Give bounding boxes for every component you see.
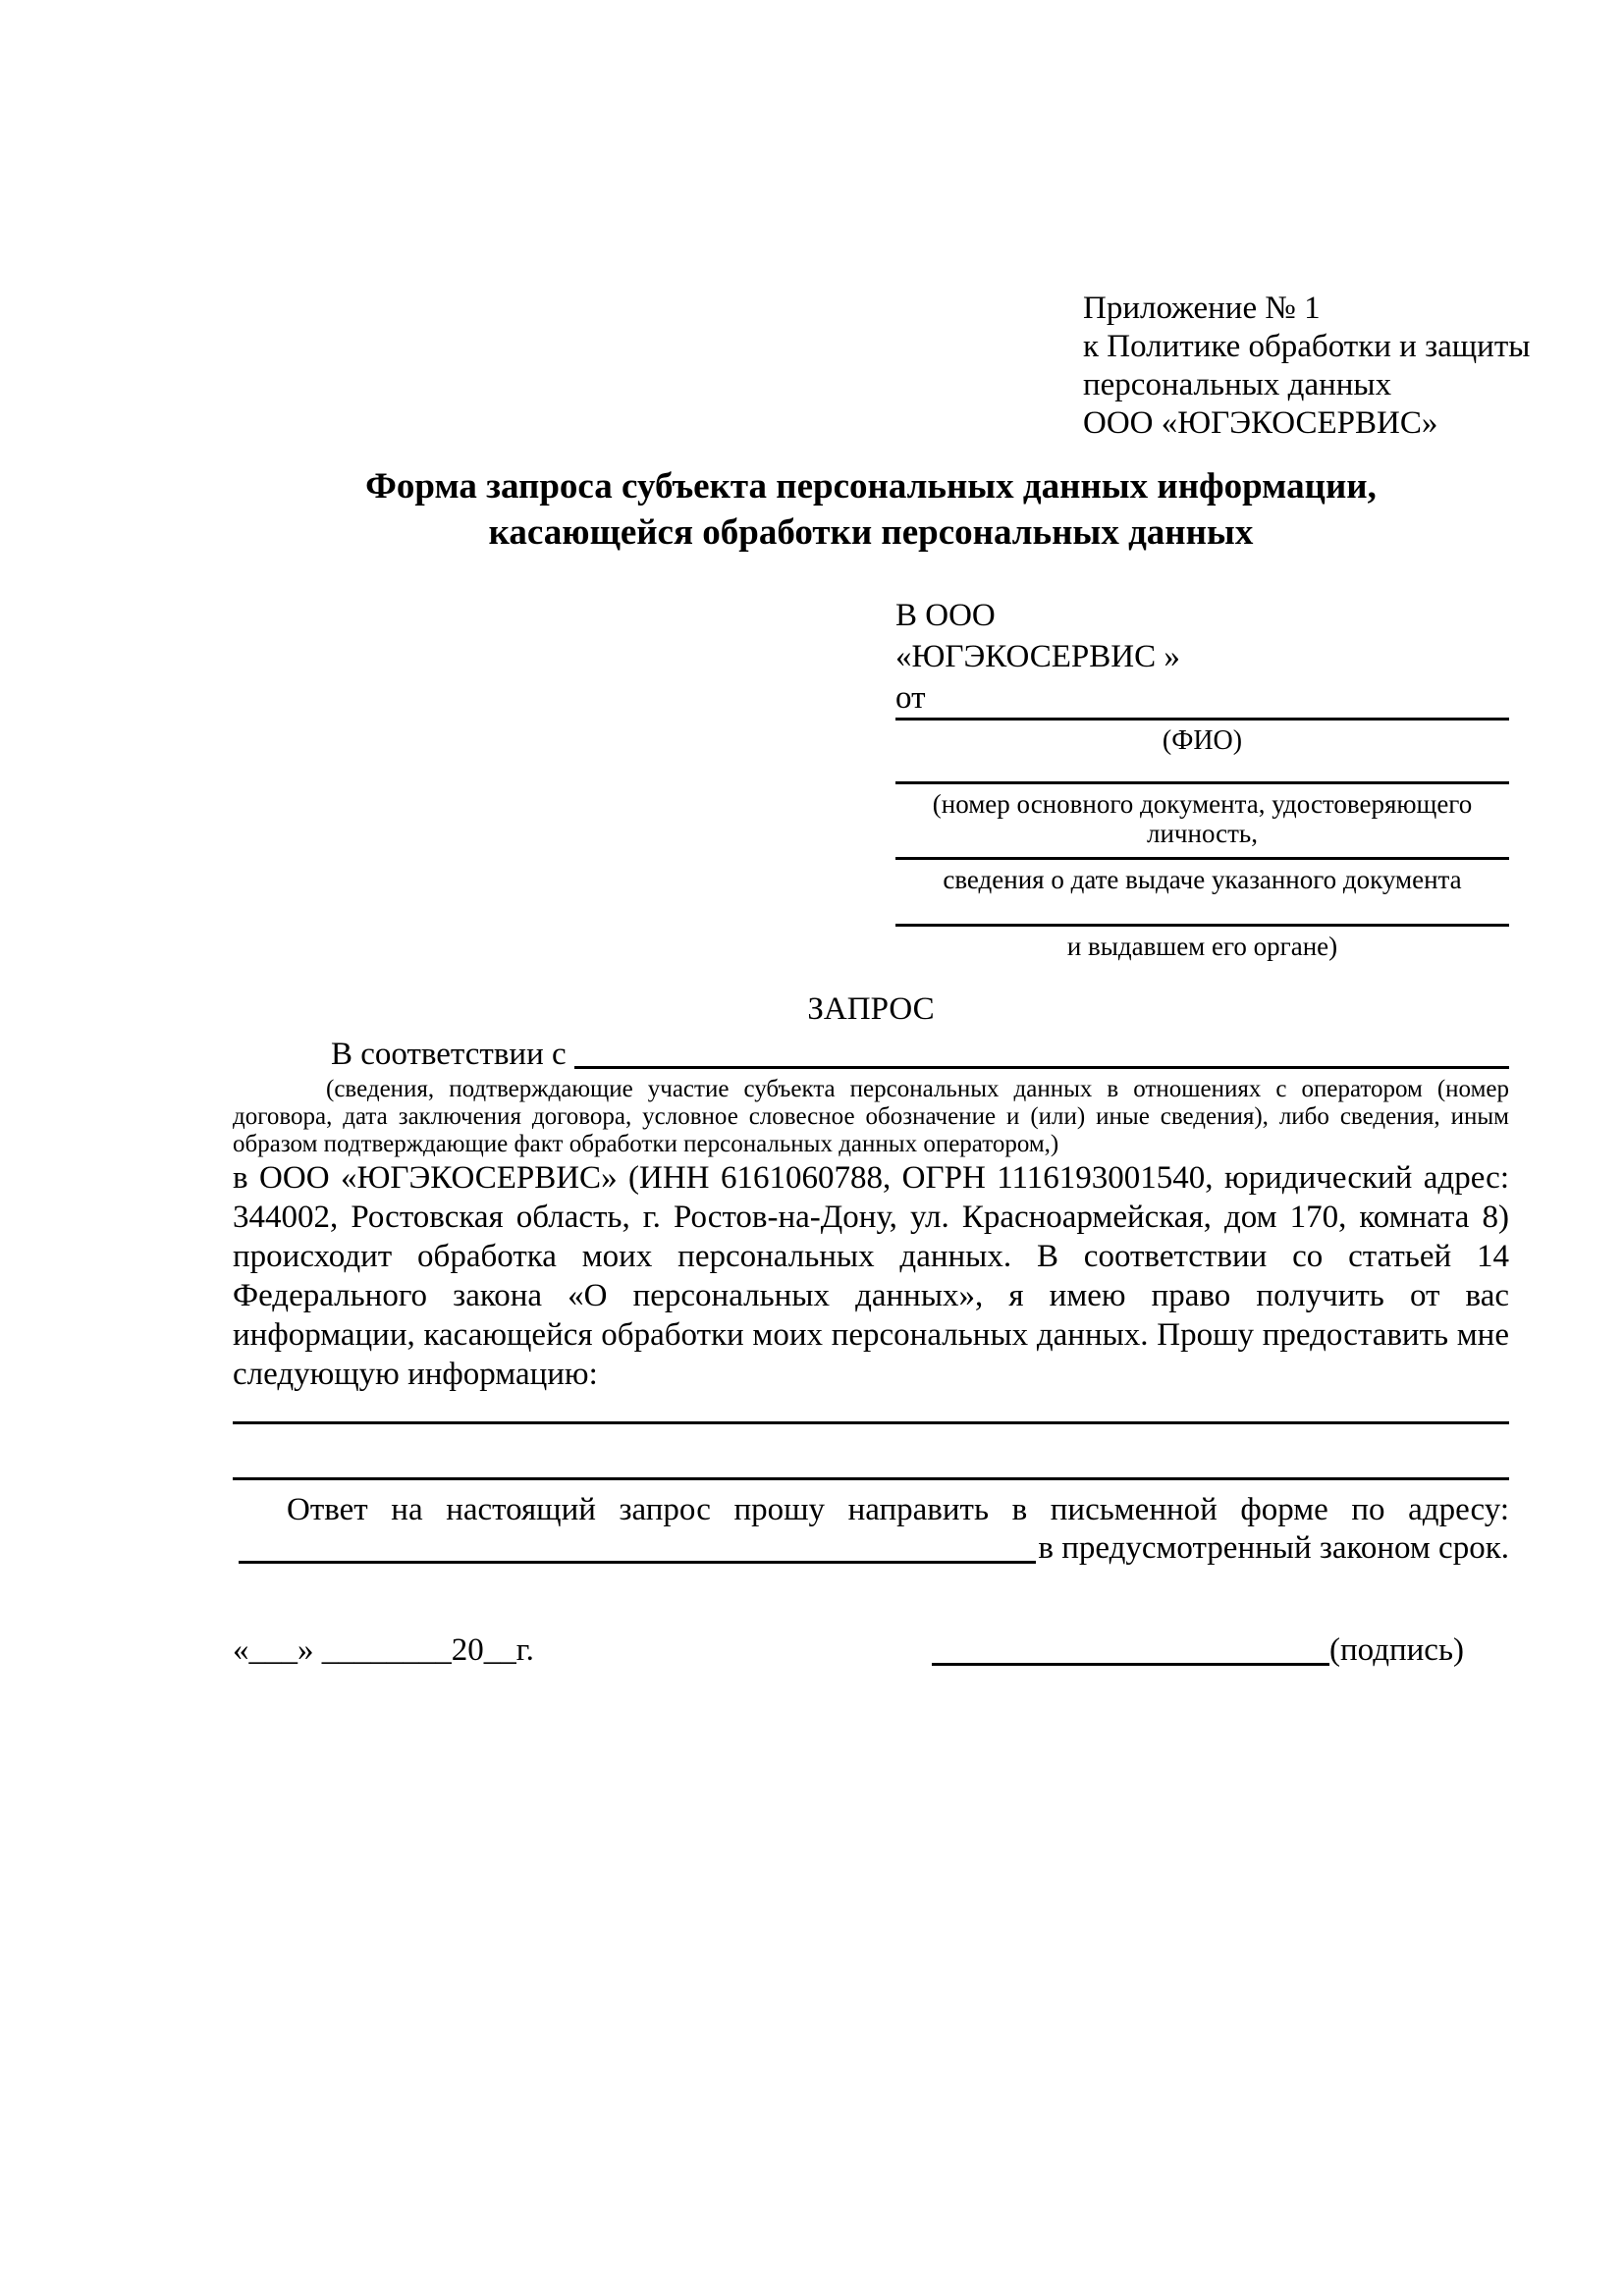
doc-issuer-underline [895, 924, 1509, 927]
request-heading: ЗАПРОС [807, 991, 935, 1027]
appendix-header-line: персональных данных [1083, 367, 1392, 402]
doc-date-underline [895, 857, 1509, 860]
reply-suffix: в предусмотренный законом срок. [1038, 1530, 1509, 1566]
intro-prefix: В соответствии с [331, 1037, 567, 1072]
appendix-header-line: ООО «ЮГЭКОСЕРВИС» [1083, 405, 1438, 441]
form-title [233, 463, 1509, 556]
intro-line [233, 1037, 1509, 1072]
blank-underline-1 [233, 1421, 1509, 1424]
appendix-header-line: Приложение № 1 [1083, 291, 1321, 326]
intro-note: (сведения, подтверждающие участие субъекта персональных данных в отношениях с оператором (номер договора, дата заключения договора, условное словесное обозначение и (или) иные сведения), либо сведения, иным образом подтверждающие факт обработки персональных данных оператором,) [233, 1076, 1509, 1157]
form-title-line: Форма запроса субъекта персональных данных информации, [365, 466, 1377, 507]
blank-underline-2 [233, 1477, 1509, 1480]
addressee-org-line: «ЮГЭКОСЕРВИС » [895, 639, 1180, 674]
signature-underline [932, 1663, 1329, 1666]
doc-number-underline [895, 781, 1509, 784]
form-title-line: касающейся обработки персональных данных [488, 512, 1254, 553]
from-label: от [895, 680, 926, 716]
addressee-org-line: В ООО [895, 598, 996, 633]
address-underline [239, 1561, 1036, 1564]
signature-area [932, 1631, 1509, 1669]
appendix-header [1083, 290, 1544, 443]
appendix-header-line: к Политике обработки и защиты [1083, 329, 1531, 364]
doc-number-caption: (номер основного документа, удостоверяющего личность, [932, 789, 1473, 848]
reply-sentence: Ответ на настоящий запрос прошу направить в письменной форме по адресу: [287, 1492, 1509, 1527]
date-placeholder: «___» ________20__г. [233, 1632, 534, 1668]
fio-underline [895, 718, 1509, 721]
date-signature-row [233, 1631, 1509, 1669]
doc-issuer-caption: и выдавшем его органе) [1066, 932, 1338, 961]
reply-address-line [233, 1529, 1509, 1567]
addressee-block [895, 592, 1509, 985]
doc-date-caption: сведения о дате выдаче указанного документа [943, 865, 1462, 894]
intro-underline [574, 1066, 1509, 1069]
fio-caption: (ФИО) [1162, 725, 1243, 756]
signature-caption: (подпись) [1329, 1632, 1464, 1668]
request-body: в ООО «ЮГЭКОСЕРВИС» (ИНН 6161060788, ОГРН 1116193001540, юридический адрес: 344002, Ростовская область, г. Ростов-на-Дону, ул. Красноармейская, дом 170, комната 8) происходит обработка моих персональных данных. В соответствии со статьей 14 Федерального закона «О персональных данных», я имею право получить от вас информации, касающейся обработки моих персональных данных. Прошу предоставить мне следующую информацию: [233, 1160, 1509, 1392]
